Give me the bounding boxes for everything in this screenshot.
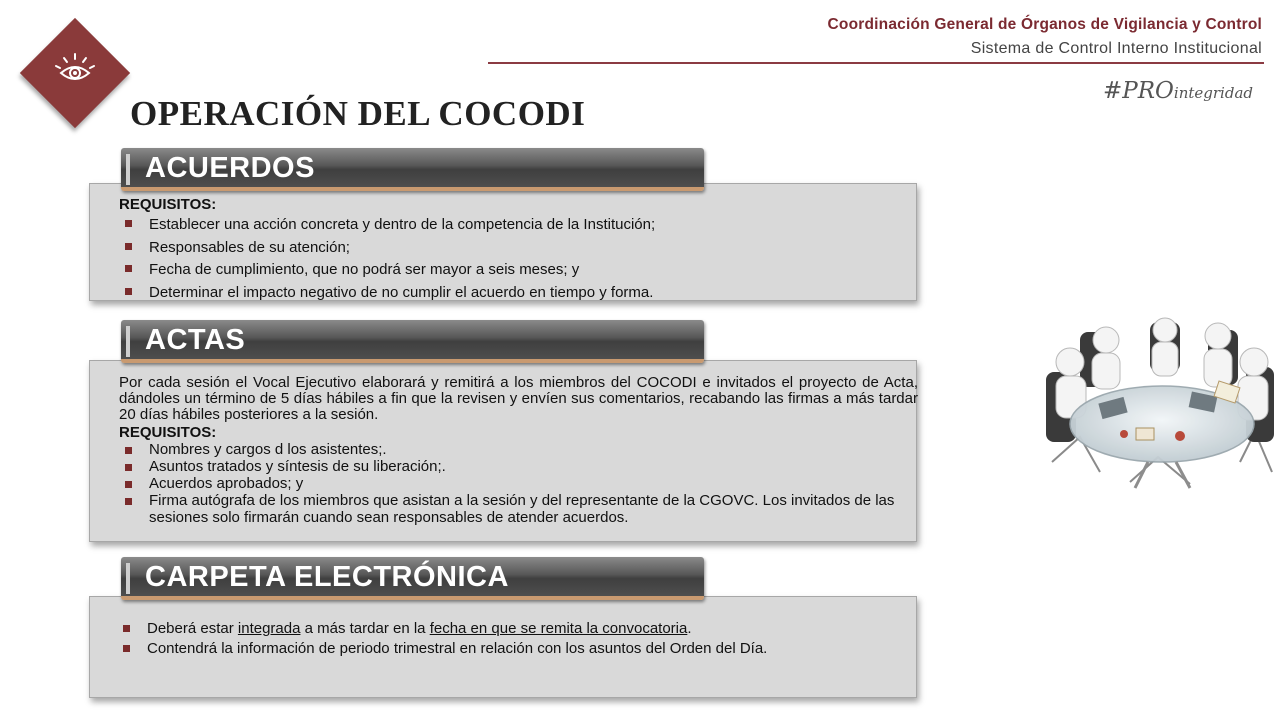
slogan-prefix: #PRO: [1102, 78, 1174, 104]
list-item: Responsables de su atención;: [119, 237, 919, 260]
carpeta-tab-label: CARPETA ELECTRÓNICA: [145, 561, 509, 593]
carpeta-text: Deberá estar: [147, 620, 238, 637]
carpeta-text: .: [687, 620, 692, 637]
list-item: Asuntos tratados y síntesis de su liberación;.: [119, 458, 918, 475]
list-item: Nombres y cargos d los asistentes;.: [119, 441, 918, 458]
page-title: OPERACIÓN DEL COCODI: [130, 94, 586, 133]
carpeta-emphasis: fecha en que se remita la convocatoria: [429, 620, 688, 637]
carpeta-emphasis: integrada: [237, 620, 301, 637]
carpeta-text: a más tardar en la: [300, 620, 430, 637]
org-title: Coordinación General de Órganos de Vigilancia y Control: [827, 16, 1262, 33]
actas-intro: Por cada sesión el Vocal Ejecutivo elaborará y remitirá a los miembros del COCODI e invitados el proyecto de Acta, dándoles un término de 5 días hábiles a fin que la revisen y envíen sus comentarios, recabando las firmas a más tardar 20 días hábiles posteriores a la sesión.: [119, 374, 918, 423]
slogan: [1103, 78, 1253, 104]
actas-tab: [121, 320, 704, 363]
eye-icon: [52, 50, 98, 96]
list-item: Determinar el impacto negativo de no cumplir el acuerdo en tiempo y forma.: [119, 282, 919, 305]
list-item: Fecha de cumplimiento, que no podrá ser mayor a seis meses; y: [119, 259, 919, 282]
list-item: [117, 619, 877, 639]
slogan-suffix: integridad: [1173, 84, 1253, 102]
actas-req-label: REQUISITOS:: [119, 424, 217, 441]
meeting-table-illustration: [1040, 312, 1276, 492]
carpeta-tab: [121, 557, 704, 600]
actas-tab-label: ACTAS: [145, 324, 246, 356]
list-item: Establecer una acción concreta y dentro de la competencia de la Institución;: [119, 214, 919, 237]
org-subtitle: Sistema de Control Interno Institucional: [970, 40, 1262, 57]
list-item: Acuerdos aprobados; y: [119, 475, 918, 492]
acuerdos-tab: [121, 148, 704, 191]
list-item: Firma autógrafa de los miembros que asistan a la sesión y del representante de la CGOVC. Los invitados de las sesiones solo firmarán cuando sean responsables de atender acuerdos.: [119, 492, 918, 526]
acuerdos-tab-label: ACUERDOS: [145, 152, 315, 184]
header-divider: [488, 62, 1264, 64]
acuerdos-content: [119, 196, 919, 304]
acuerdos-req-label: REQUISITOS:: [119, 196, 217, 213]
carpeta-content: [117, 619, 877, 659]
list-item: Contendrá la información de periodo trimestral en relación con los asuntos del Orden del Día.: [117, 639, 877, 659]
actas-content: [119, 375, 918, 526]
